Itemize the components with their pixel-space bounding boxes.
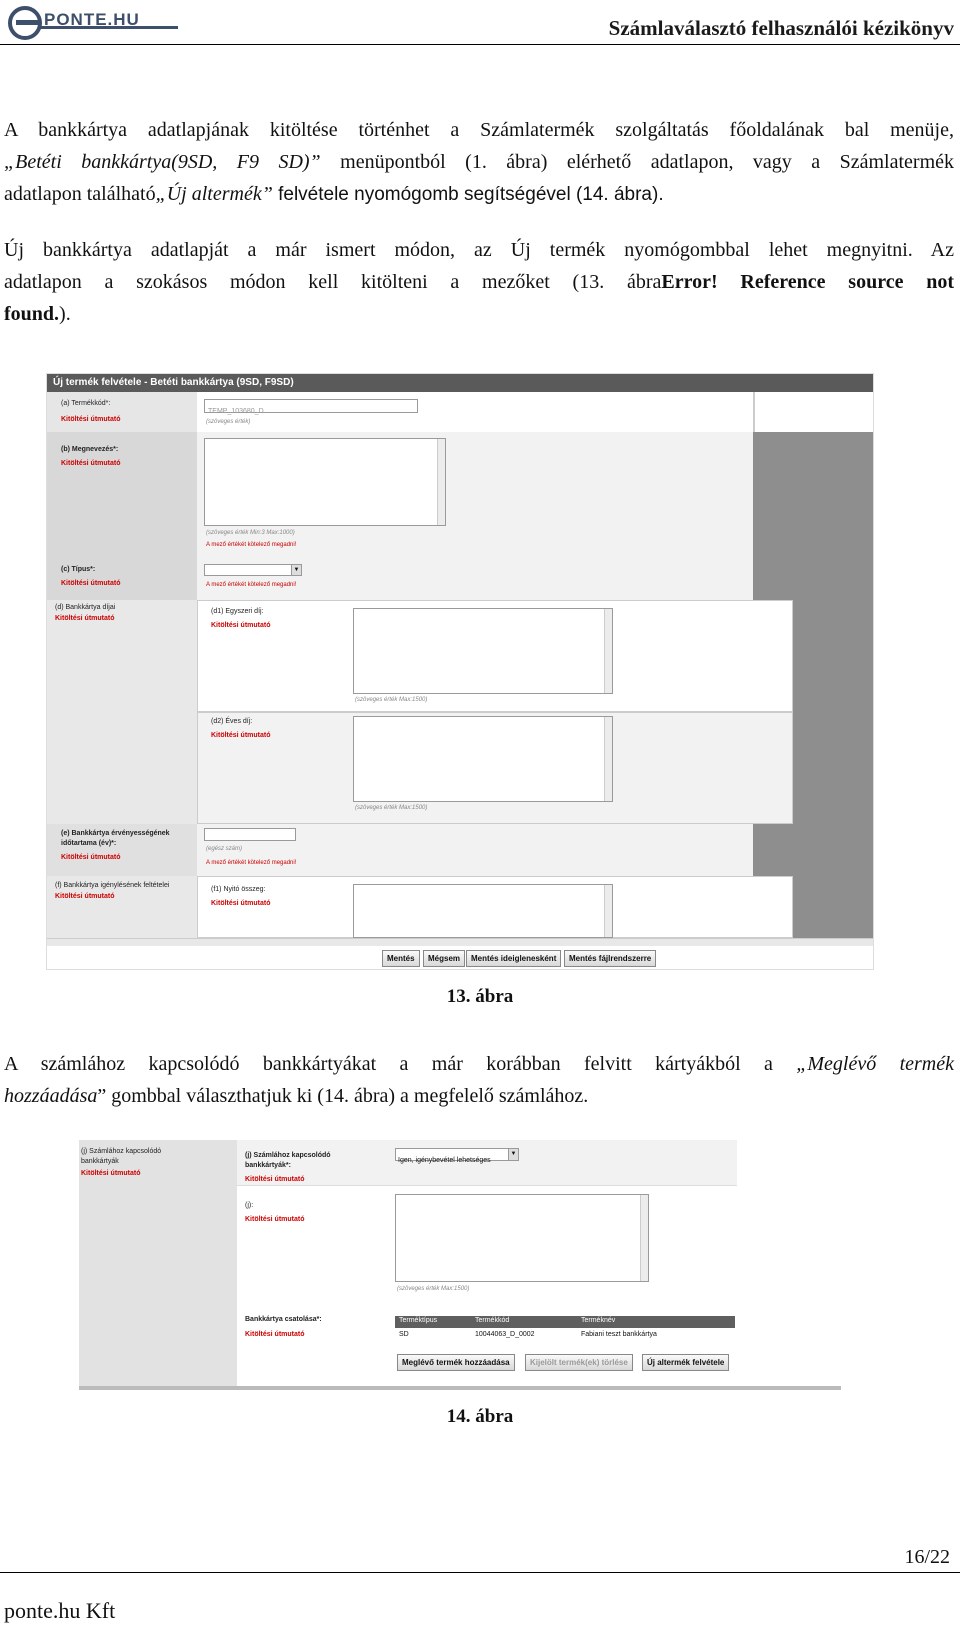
p1-line-3 [4,178,954,211]
hint-e: (egész szám) [206,846,243,852]
p1-line-2 [4,146,954,178]
label-d: (d) Bankkártya díjai [55,604,116,611]
name-textarea[interactable] [204,438,446,526]
hint-b: (szöveges érték Min:3 Max:1000) [206,530,295,536]
th-name: Terméknév [581,1317,616,1324]
hint-a: (szöveges érték) [206,419,251,425]
annual-fee-textarea[interactable] [353,716,613,802]
p2-error-ref: Error! Reference source not [661,271,954,293]
bankcard-select-value: Igen, igénybevétel lehetséges [398,1157,491,1164]
p2-line-3 [4,298,954,330]
td-name: Fabiani teszt bankkártya [581,1331,657,1338]
figure-13-screenshot [46,373,874,970]
save-to-file-button[interactable]: Mentés fájlrendszerre [564,950,656,967]
row-b [47,432,874,560]
td-type: SD [399,1331,409,1338]
paragraph-1 [4,114,954,211]
chevron-down-icon[interactable]: ▼ [508,1149,518,1160]
p2-line-3b: ). [59,303,71,325]
product-code-input[interactable] [204,399,418,413]
add-existing-product-button[interactable]: Meglévő termék hozzáadása [397,1354,515,1371]
p1-line-2-rest: menüpontból (1. ábra) elérhető adatlapon, vagy a Számlatermék [320,151,955,173]
p3-line-1 [4,1048,954,1080]
p2-error-ref-end: found. [4,303,60,325]
p3-line-2b: ” gombbal választhatjuk ki (14. ábra) a megfelelő számlához. [97,1085,589,1107]
guide-link-c[interactable]: Kitöltési útmutató [61,580,121,587]
p3-line-1a: A számlához kapcsolódó bankkártyákat a már korábban felvitt kártyákból a [4,1053,797,1075]
label-j-1: (j) Számlához kapcsolódó [81,1148,162,1155]
footer-rule [0,1572,960,1573]
td-code: 10044063_D_0002 [475,1331,535,1338]
validity-input[interactable] [204,828,296,841]
logo-text: PONTE.HU [44,10,140,29]
label-e-2: időtartama (év)*: [61,840,117,847]
guide-link-e[interactable]: Kitöltési útmutató [61,854,121,861]
p1-menu-ref: „Betéti bankkártya(9SD, F9 SD)” [4,151,321,173]
bankcard-select[interactable] [395,1148,519,1164]
card-table-header [395,1316,735,1328]
header-rule [0,44,960,45]
paragraph-3 [4,1048,954,1112]
guide-link-f[interactable]: Kitöltési útmutató [55,893,115,900]
guide-link-link[interactable]: Kitöltési útmutató [245,1331,305,1338]
label-d1: (d1) Egyszeri díj: [211,608,264,615]
p2-line-1: Új bankkártya adatlapját a már ismert módon, az Új termék nyomógombbal lehet megnyitni. Az [4,239,954,261]
caption-14: 14. ábra [446,1406,514,1427]
form-title: Új termék felvétele - Betéti bankkártya (9SD, F9SD) [47,374,873,392]
guide-link-b[interactable]: Kitöltési útmutató [61,460,121,467]
label-f1: (f1) Nyitó összeg: [211,886,266,893]
guide-link-d1[interactable]: Kitöltési útmutató [211,622,271,629]
error-e: A mező értékét kötelező megadni! [206,860,297,866]
new-subproduct-button[interactable]: Új altermék felvétele [642,1354,729,1371]
ponte-logo [8,6,184,40]
label-b: (b) Megnevezés*: [61,446,119,453]
p2-line-2 [4,266,954,298]
footer-company: ponte.hu Kft [4,1598,116,1623]
one-time-fee-textarea[interactable] [353,608,613,694]
label-c: (c) Típus*: [61,566,96,573]
caption-13: 13. ábra [446,986,514,1007]
guide-link-jj[interactable]: Kitöltési útmutató [245,1176,305,1183]
guide-link-a[interactable]: Kitöltési útmutató [61,416,121,423]
save-temporary-button[interactable]: Mentés ideiglenesként [466,950,561,967]
error-b: A mező értékét kötelező megadni! [206,542,297,548]
opening-amount-textarea[interactable] [353,884,613,938]
guide-link-f1[interactable]: Kitöltési útmutató [211,900,271,907]
table-row[interactable] [395,1330,735,1342]
label-f: (f) Bankkártya igénylésének feltételei [55,882,170,889]
label-e-1: (e) Bankkártya érvényességének [61,830,170,837]
document-title: Számlaválasztó felhasználói kézikönyv [608,16,954,40]
horizontal-scrollbar[interactable] [47,938,874,946]
th-code: Termékkód [475,1317,510,1324]
row-a [47,392,874,432]
p1-line-3c: felvétele nyomógomb segítségével (14. ábra). [272,184,664,205]
note-textarea[interactable] [395,1194,649,1282]
p1-subproduct-ref: „Új altermék” [155,183,273,205]
label-d2: (d2) Éves díj: [211,718,253,725]
th-type: Terméktípus [399,1317,438,1324]
p1-line-1: A bankkártya adatlapjának kitöltése történhet a Számlatermék szolgáltatás főoldalának bal menüje, [4,119,954,141]
p3-line-2 [4,1080,954,1112]
cancel-button[interactable]: Mégsem [423,950,465,967]
hint-d1: (szöveges érték Max:1500) [355,697,428,703]
row-c [47,560,874,600]
guide-link-jnote[interactable]: Kitöltési útmutató [245,1216,305,1223]
label-j-2: bankkártyák [81,1158,119,1165]
label-a: (a) Termékkód*: [61,400,111,407]
p2-line-2a: adatlapon a szokásos módon kell kitölteni a mezőket (13. ábra [4,271,662,293]
p3-button-ref: „Meglévő termék [796,1053,955,1075]
figure-14-screenshot [79,1140,841,1390]
label-jnote: (j): [245,1202,254,1209]
error-c: A mező értékét kötelező megadni! [206,582,297,588]
row-e [47,824,874,876]
paragraph-2 [4,234,954,330]
guide-link-j[interactable]: Kitöltési útmutató [81,1170,141,1177]
hint-d2: (szöveges érték Max:1500) [355,805,428,811]
label-link: Bankkártya csatolása*: [245,1316,322,1323]
hint-jnote: (szöveges érték Max:1500) [397,1286,470,1292]
delete-selected-button[interactable]: Kijelölt termék(ek) törlése [525,1354,633,1371]
type-select[interactable] [204,564,302,576]
label-jj-1: (j) Számlához kapcsolódó [245,1152,331,1159]
label-jj-2: bankkártyák*: [245,1162,291,1169]
save-button[interactable]: Mentés [382,950,420,967]
guide-link-d[interactable]: Kitöltési útmutató [55,615,115,622]
row-d [47,600,874,824]
row-f [47,876,874,938]
product-code-value: TEMP_103680_D [208,408,264,415]
page-number: 16/22 [904,1546,950,1568]
guide-link-d2[interactable]: Kitöltési útmutató [211,732,271,739]
chevron-down-icon[interactable]: ▼ [291,565,301,575]
p3-button-ref-end: hozzáadása [4,1085,98,1107]
p1-line-3a: adatlapon található [4,183,156,205]
